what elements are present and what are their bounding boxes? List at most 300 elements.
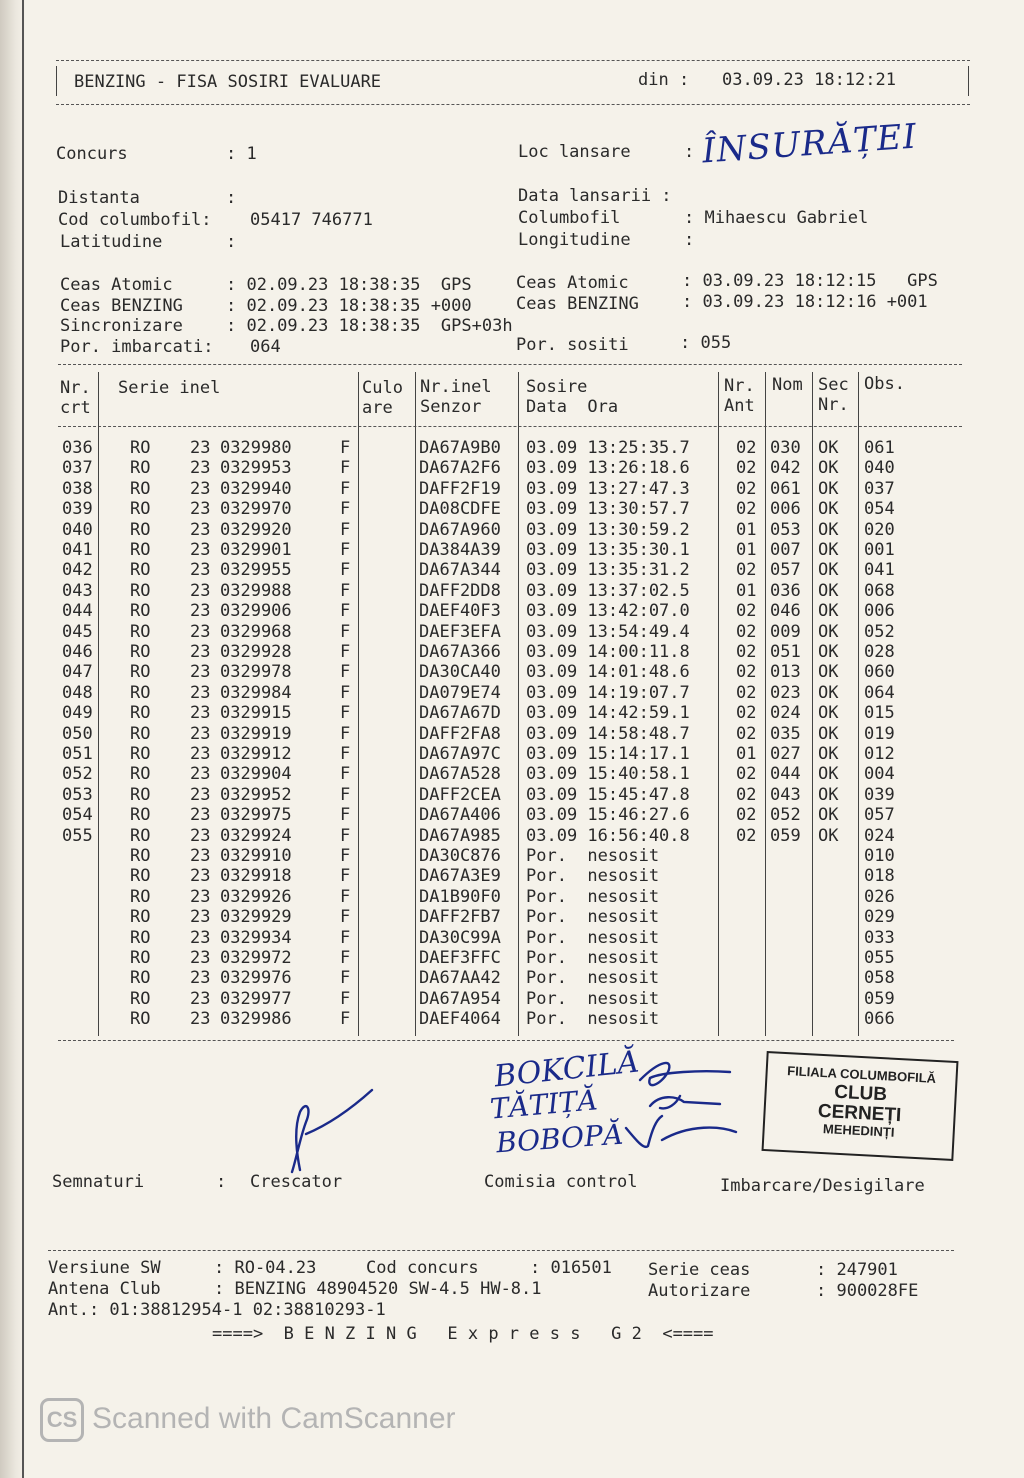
cell-nr: 048 — [62, 682, 93, 703]
por-imbarcati-value: 064 — [250, 337, 281, 357]
cell-cc: RO — [130, 703, 151, 724]
cell-yr: 23 — [190, 723, 211, 744]
cell-arrival: 03.09 14:19:07.7 — [526, 682, 690, 703]
cell-arrival: Por. nesosit — [526, 968, 660, 989]
autorizare-label: Autorizare — [648, 1281, 751, 1301]
cell-yr: 23 — [190, 886, 211, 907]
cell-arrival: 03.09 13:27:47.3 — [526, 478, 690, 499]
cell-nr: 045 — [62, 621, 93, 642]
cell-cc: RO — [130, 784, 151, 805]
cell-sec: OK — [818, 642, 839, 662]
cell-obs: 055 — [864, 948, 895, 968]
cell-sensor: DA67A366 — [419, 642, 501, 662]
cell-nom: 059 — [770, 825, 801, 846]
cell-yr: 23 — [190, 948, 211, 968]
cod-columbofil-value: 05417 746771 — [250, 210, 373, 230]
cell-ant: 02 — [736, 458, 757, 479]
cell-ring: 0329986 — [220, 1009, 292, 1030]
concurs-value: : 1 — [226, 144, 257, 164]
cell-cc: RO — [130, 560, 151, 581]
cell-sec: OK — [818, 560, 839, 581]
cell-sex: F — [340, 703, 351, 724]
committee-signature-1 — [640, 1063, 730, 1085]
cell-sensor: DA67A960 — [419, 519, 501, 540]
cell-obs: 001 — [864, 540, 895, 560]
cell-sensor: DAFF2FB7 — [419, 907, 501, 928]
cell-sex: F — [340, 886, 351, 907]
cell-yr: 23 — [190, 601, 211, 622]
cell-cc: RO — [130, 580, 151, 601]
cell-sensor: DAEF3EFA — [419, 621, 501, 642]
start-ceas-benzing-label: Ceas BENZING — [60, 296, 183, 316]
cell-arrival: 03.09 13:26:18.6 — [526, 458, 690, 479]
cell-sex: F — [340, 805, 351, 826]
club-stamp — [762, 1051, 959, 1161]
cell-cc: RO — [130, 438, 151, 458]
cell-ant: 02 — [736, 560, 757, 581]
cell-sensor: DA67A2F6 — [419, 458, 501, 479]
header-nr-ant: Nr. — [724, 376, 755, 396]
cell-nom: 042 — [770, 458, 801, 479]
loc-lansare-label: Loc lansare — [518, 142, 631, 162]
cell-obs: 015 — [864, 703, 895, 724]
cell-cc: RO — [130, 948, 151, 968]
cell-nr: 042 — [62, 560, 93, 581]
cod-concurs-label: Cod concurs — [366, 1258, 479, 1278]
loc-lansare-value: : — [684, 142, 695, 162]
cell-ant: 01 — [736, 540, 757, 560]
cell-arrival: 03.09 14:58:48.7 — [526, 723, 690, 744]
cell-sensor: DA67A3E9 — [419, 866, 501, 887]
cell-cc: RO — [130, 988, 151, 1009]
cell-ring: 0329953 — [220, 458, 292, 479]
cell-obs: 060 — [864, 662, 895, 683]
cell-nr: 039 — [62, 499, 93, 520]
cell-cc: RO — [130, 478, 151, 499]
cell-sensor: DA67A344 — [419, 560, 501, 581]
cell-ant: 02 — [736, 621, 757, 642]
cell-obs: 024 — [864, 825, 895, 846]
cell-ant: 02 — [736, 764, 757, 785]
cell-sensor: DA1B90F0 — [419, 886, 501, 907]
antena-club-value: : BENZING 48904520 SW-4.5 HW-8.1 — [214, 1279, 542, 1299]
cell-sex: F — [340, 438, 351, 458]
cell-nom: 044 — [770, 764, 801, 785]
cell-obs: 066 — [864, 1009, 895, 1030]
imbarcare-label: Imbarcare/Desigilare — [720, 1176, 925, 1196]
cell-sensor: DA67A406 — [419, 805, 501, 826]
cell-sensor: DA67A985 — [419, 825, 501, 846]
handwritten-name-1: BOKCILĂ — [492, 1044, 641, 1095]
cell-nr: 053 — [62, 784, 93, 805]
cell-nr: 041 — [62, 540, 93, 560]
cell-sensor: DA384A39 — [419, 540, 501, 560]
cell-arrival: 03.09 15:40:58.1 — [526, 764, 690, 785]
cell-ring: 0329918 — [220, 866, 292, 887]
cell-sec: OK — [818, 825, 839, 846]
cell-sensor: DAEF3FFC — [419, 948, 501, 968]
cell-obs: 057 — [864, 805, 895, 826]
header-sec-nr: Nr. — [818, 395, 849, 415]
cell-cc: RO — [130, 499, 151, 520]
cell-sex: F — [340, 621, 351, 642]
cell-arrival: Por. nesosit — [526, 927, 660, 948]
cell-nr: 044 — [62, 601, 93, 622]
cell-obs: 026 — [864, 886, 895, 907]
cell-nom: 043 — [770, 784, 801, 805]
cell-ring: 0329940 — [220, 478, 292, 499]
cell-sex: F — [340, 988, 351, 1009]
cell-nom: 046 — [770, 601, 801, 622]
cell-sec: OK — [818, 703, 839, 724]
crescator-label: Crescator — [250, 1172, 343, 1192]
cell-nom: 007 — [770, 540, 801, 560]
cell-obs: 006 — [864, 601, 895, 622]
columbofil-label: Columbofil — [518, 208, 621, 228]
cell-obs: 068 — [864, 580, 895, 601]
cell-sensor: DA67A97C — [419, 744, 501, 764]
header-obs: Obs. — [864, 374, 905, 394]
cell-arrival: Por. nesosit — [526, 988, 660, 1009]
cell-yr: 23 — [190, 478, 211, 499]
cell-sec: OK — [818, 580, 839, 601]
cell-sec: OK — [818, 438, 839, 458]
semnaturi-colon: : — [216, 1172, 227, 1192]
concurs-label: Concurs — [56, 144, 128, 164]
data-lansarii-label: Data lansarii : — [518, 186, 672, 206]
cell-obs: 039 — [864, 784, 895, 805]
cell-ring: 0329904 — [220, 764, 292, 785]
cell-cc: RO — [130, 458, 151, 479]
cell-cc: RO — [130, 886, 151, 907]
cell-yr: 23 — [190, 968, 211, 989]
header-culo: Culo — [362, 378, 403, 398]
cell-sex: F — [340, 907, 351, 928]
cell-yr: 23 — [190, 519, 211, 540]
cell-cc: RO — [130, 825, 151, 846]
cell-sex: F — [340, 580, 351, 601]
cell-nom: 009 — [770, 621, 801, 642]
header-senzor: Senzor — [420, 397, 482, 417]
header-nr: Nr. — [60, 378, 91, 398]
cell-cc: RO — [130, 846, 151, 866]
cell-sensor: DA30C99A — [419, 927, 501, 948]
cell-sec: OK — [818, 519, 839, 540]
cell-sex: F — [340, 458, 351, 479]
cell-sensor: DA08CDFE — [419, 499, 501, 520]
cell-nr: 036 — [62, 438, 93, 458]
cell-arrival: Por. nesosit — [526, 846, 660, 866]
cell-obs: 012 — [864, 744, 895, 764]
serie-ceas-value: : 247901 — [816, 1260, 898, 1280]
cell-obs: 033 — [864, 927, 895, 948]
cell-sex: F — [340, 948, 351, 968]
cell-obs: 019 — [864, 723, 895, 744]
start-ceas-atomic-label: Ceas Atomic — [60, 275, 173, 295]
cell-ant: 01 — [736, 744, 757, 764]
cell-arrival: 03.09 13:37:02.5 — [526, 580, 690, 601]
cell-nom: 035 — [770, 723, 801, 744]
end-ceas-benzing-label: Ceas BENZING — [516, 294, 639, 314]
cell-sec: OK — [818, 601, 839, 622]
end-ceas-benzing-value: : 03.09.23 18:12:16 +001 — [682, 292, 928, 312]
footer-rule — [48, 1250, 954, 1251]
cell-ring: 0329906 — [220, 601, 292, 622]
cell-sex: F — [340, 825, 351, 846]
cell-sex: F — [340, 927, 351, 948]
cell-cc: RO — [130, 764, 151, 785]
cell-sensor: DA67A528 — [419, 764, 501, 785]
cell-nr: 052 — [62, 764, 93, 785]
cell-ant: 02 — [736, 825, 757, 846]
cell-nr: 043 — [62, 580, 93, 601]
cell-arrival: Por. nesosit — [526, 866, 660, 887]
cell-ring: 0329970 — [220, 499, 292, 520]
cell-ant: 02 — [736, 784, 757, 805]
cell-sex: F — [340, 784, 351, 805]
committee-signature-3 — [626, 1116, 736, 1147]
cell-cc: RO — [130, 1009, 151, 1030]
cell-obs: 040 — [864, 458, 895, 479]
cell-arrival: 03.09 13:30:59.2 — [526, 519, 690, 540]
antenna-ids: Ant.: 01:38812954-1 02:38810293-1 — [48, 1300, 386, 1320]
cell-nom: 053 — [770, 519, 801, 540]
antena-club-label: Antena Club — [48, 1279, 161, 1299]
cell-nom: 052 — [770, 805, 801, 826]
cell-obs: 054 — [864, 499, 895, 520]
cell-obs: 064 — [864, 682, 895, 703]
cell-sex: F — [340, 540, 351, 560]
cell-yr: 23 — [190, 784, 211, 805]
cell-yr: 23 — [190, 621, 211, 642]
cell-obs: 020 — [864, 519, 895, 540]
cell-cc: RO — [130, 642, 151, 662]
header-nr-inel: Nr.inel — [420, 377, 492, 397]
cell-ring: 0329952 — [220, 784, 292, 805]
handwritten-name-3: BOBOPĂ — [495, 1117, 625, 1160]
cell-cc: RO — [130, 805, 151, 826]
cell-arrival: 03.09 14:01:48.6 — [526, 662, 690, 683]
start-ceas-benzing-value: : 02.09.23 18:38:35 +000 — [226, 296, 472, 316]
cell-ring: 0329915 — [220, 703, 292, 724]
cell-ring: 0329912 — [220, 744, 292, 764]
cell-ring: 0329978 — [220, 662, 292, 683]
header-sosire: Sosire — [526, 377, 588, 397]
cell-ant: 02 — [736, 438, 757, 458]
cell-sec: OK — [818, 458, 839, 479]
cell-sensor: DA67AA42 — [419, 968, 501, 989]
cell-cc: RO — [130, 662, 151, 683]
cell-cc: RO — [130, 601, 151, 622]
cell-ant: 02 — [736, 499, 757, 520]
cell-arrival: 03.09 13:35:30.1 — [526, 540, 690, 560]
cell-yr: 23 — [190, 703, 211, 724]
cell-cc: RO — [130, 907, 151, 928]
cell-ring: 0329984 — [220, 682, 292, 703]
handwritten-name-2: TĂTIȚĂ — [488, 1083, 599, 1126]
cell-cc: RO — [130, 682, 151, 703]
cell-ring: 0329975 — [220, 805, 292, 826]
cell-yr: 23 — [190, 438, 211, 458]
cell-ring: 0329924 — [220, 825, 292, 846]
date-label: din : — [638, 70, 690, 90]
cell-ant: 02 — [736, 682, 757, 703]
cell-sex: F — [340, 682, 351, 703]
document-title: BENZING - FISA SOSIRI EVALUARE — [74, 72, 382, 92]
cell-arrival: 03.09 13:30:57.7 — [526, 499, 690, 520]
cell-cc: RO — [130, 968, 151, 989]
cell-ring: 0329976 — [220, 968, 292, 989]
cell-obs: 052 — [864, 621, 895, 642]
cell-obs: 037 — [864, 478, 895, 499]
cell-sex: F — [340, 499, 351, 520]
end-ceas-atomic-label: Ceas Atomic — [516, 273, 629, 293]
cell-nr: 054 — [62, 805, 93, 826]
cell-nom: 051 — [770, 642, 801, 662]
serie-ceas-label: Serie ceas — [648, 1260, 751, 1280]
cell-obs: 028 — [864, 642, 895, 662]
cell-yr: 23 — [190, 580, 211, 601]
sincronizare-label: Sincronizare — [60, 316, 183, 336]
cell-ant: 02 — [736, 662, 757, 683]
cell-yr: 23 — [190, 846, 211, 866]
cell-cc: RO — [130, 519, 151, 540]
cell-ant: 02 — [736, 703, 757, 724]
cell-yr: 23 — [190, 642, 211, 662]
cell-nom: 024 — [770, 703, 801, 724]
cell-ring: 0329920 — [220, 519, 292, 540]
cell-nr: 038 — [62, 478, 93, 499]
cell-yr: 23 — [190, 764, 211, 785]
header-serie-inel: Serie inel — [118, 378, 221, 398]
latitudine-value: : — [226, 232, 237, 252]
cell-obs: 059 — [864, 988, 895, 1009]
cell-ring: 0329919 — [220, 723, 292, 744]
comisia-control-label: Comisia control — [484, 1172, 638, 1192]
por-sositi-value: : 055 — [680, 333, 732, 353]
cell-ring: 0329928 — [220, 642, 292, 662]
cell-sensor: DAFF2FA8 — [419, 723, 501, 744]
cell-arrival: 03.09 15:46:27.6 — [526, 805, 690, 826]
cell-yr: 23 — [190, 927, 211, 948]
cell-ant: 01 — [736, 519, 757, 540]
cell-obs: 010 — [864, 846, 895, 866]
cell-ring: 0329901 — [220, 540, 292, 560]
sincronizare-value: : 02.09.23 18:38:35 GPS+03h — [226, 316, 513, 336]
cell-arrival: 03.09 13:25:35.7 — [526, 438, 690, 458]
semnaturi-label: Semnaturi — [52, 1172, 145, 1192]
cell-nom: 036 — [770, 580, 801, 601]
cell-ant: 02 — [736, 478, 757, 499]
end-ceas-atomic-value: : 03.09.23 18:12:15 GPS — [682, 271, 938, 291]
cell-yr: 23 — [190, 662, 211, 683]
stamp-line-4: MEHEDINȚI — [822, 1120, 895, 1140]
crescator-signature — [292, 1090, 372, 1172]
cell-obs: 041 — [864, 560, 895, 581]
header-sec: Sec — [818, 375, 849, 395]
latitudine-label: Latitudine — [60, 232, 163, 252]
cell-sex: F — [340, 764, 351, 785]
cell-arrival: 03.09 15:45:47.8 — [526, 784, 690, 805]
cell-sex: F — [340, 968, 351, 989]
cell-sec: OK — [818, 621, 839, 642]
cell-sex: F — [340, 723, 351, 744]
cell-arrival: 03.09 13:35:31.2 — [526, 560, 690, 581]
header-nom: Nom — [772, 375, 803, 395]
versiune-sw-label: Versiune SW — [48, 1258, 161, 1278]
cell-cc: RO — [130, 866, 151, 887]
cell-yr: 23 — [190, 988, 211, 1009]
cell-yr: 23 — [190, 744, 211, 764]
cell-sex: F — [340, 1009, 351, 1030]
cell-nr: 040 — [62, 519, 93, 540]
cell-sex: F — [340, 601, 351, 622]
cell-sensor: DAFF2CEA — [419, 784, 501, 805]
stamp-line-2: CLUB — [833, 1081, 888, 1106]
cell-arrival: 03.09 16:56:40.8 — [526, 825, 690, 846]
cell-arrival: 03.09 14:00:11.8 — [526, 642, 690, 662]
cell-sex: F — [340, 560, 351, 581]
autorizare-value: : 900028FE — [816, 1281, 919, 1301]
cell-sensor: DA079E74 — [419, 682, 501, 703]
cell-sex: F — [340, 519, 351, 540]
cell-yr: 23 — [190, 907, 211, 928]
distanta-value: : — [226, 188, 237, 208]
cell-ring: 0329910 — [220, 846, 292, 866]
cell-ring: 0329980 — [220, 438, 292, 458]
cell-sec: OK — [818, 682, 839, 703]
cell-cc: RO — [130, 540, 151, 560]
cell-nom: 061 — [770, 478, 801, 499]
cell-sensor: DAFF2DD8 — [419, 580, 501, 601]
cell-nom: 057 — [770, 560, 801, 581]
cell-arrival: 03.09 13:54:49.4 — [526, 621, 690, 642]
camscanner-watermark — [40, 1398, 456, 1442]
loc-lansare-handwritten: ÎNSURĂȚEI — [700, 116, 919, 172]
cod-columbofil-label: Cod columbofil: — [58, 210, 212, 230]
columbofil-value: : Mihaescu Gabriel — [684, 208, 869, 228]
cell-sec: OK — [818, 662, 839, 683]
stamp-line-1: FILIALA COLUMBOFILĂ — [786, 1063, 937, 1086]
cell-ring: 0329929 — [220, 907, 292, 928]
cell-nr: 046 — [62, 642, 93, 662]
cell-nom: 023 — [770, 682, 801, 703]
por-imbarcati-label: Por. imbarcati: — [60, 337, 214, 357]
benzing-banner: ====> B E N Z I N G E x p r e s s G 2 <==== — [212, 1324, 714, 1344]
cell-sensor: DA67A954 — [419, 988, 501, 1009]
cell-ring: 0329988 — [220, 580, 292, 601]
cell-obs: 004 — [864, 764, 895, 785]
cell-nr: 037 — [62, 458, 93, 479]
cell-arrival: Por. nesosit — [526, 886, 660, 907]
cell-sex: F — [340, 662, 351, 683]
cell-sensor: DAFF2F19 — [419, 478, 501, 499]
print-date: 03.09.23 18:12:21 — [722, 70, 896, 90]
cell-nom: 006 — [770, 499, 801, 520]
cell-sensor: DA30CA40 — [419, 662, 501, 683]
cell-nr: 055 — [62, 825, 93, 846]
cell-arrival: Por. nesosit — [526, 948, 660, 968]
cell-nom: 027 — [770, 744, 801, 764]
cell-sec: OK — [818, 744, 839, 764]
cell-arrival: 03.09 14:42:59.1 — [526, 703, 690, 724]
header-crt: crt — [60, 398, 91, 418]
cell-yr: 23 — [190, 560, 211, 581]
cell-sensor: DA67A67D — [419, 703, 501, 724]
cell-nr: 049 — [62, 703, 93, 724]
longitudine-label: Longitudine — [518, 230, 631, 250]
cell-cc: RO — [130, 744, 151, 764]
